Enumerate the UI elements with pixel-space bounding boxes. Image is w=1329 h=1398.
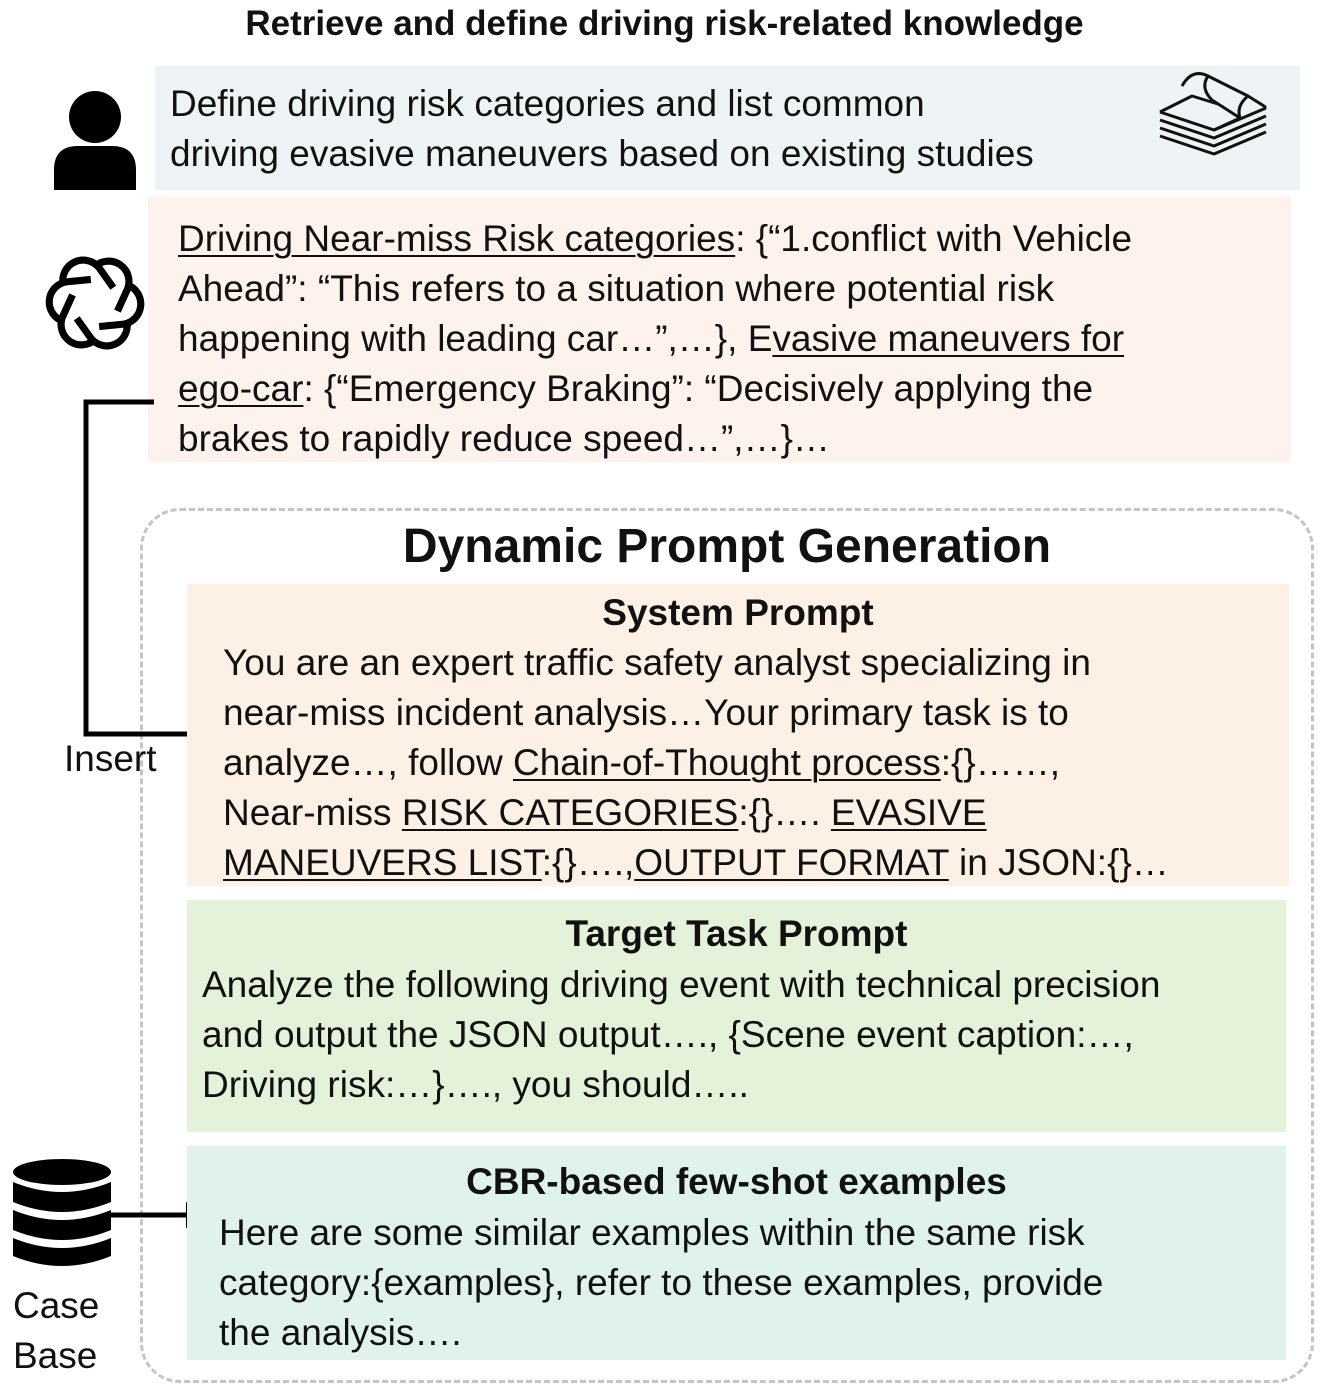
cbr-line-2: category:{examples}, refer to these examples, provide (219, 1262, 1104, 1303)
chain-of-thought-link: Chain-of-Thought process (512, 742, 941, 783)
system-line-4-mid: :{}…. (738, 792, 831, 833)
system-line-3-pre: analyze…, follow (223, 742, 513, 783)
cbr-line-1: Here are some similar examples within the same risk (219, 1212, 1085, 1253)
task-line-1: Analyze the following driving event with technical precision (202, 964, 1161, 1005)
gpt-line-5: brakes to rapidly reduce speed…”,…}… (178, 418, 830, 459)
risk-categories-placeholder: RISK CATEGORIES (401, 792, 739, 833)
system-prompt-body (223, 638, 1283, 888)
gpt-line-4-rest: : {“Emergency Braking”: “Decisively applying the (303, 368, 1094, 409)
system-prompt-box (187, 584, 1289, 886)
case-base-line-2: Base (13, 1335, 98, 1376)
case-base-line-1: Case (13, 1285, 100, 1326)
system-line-3-post: :{}……, (940, 742, 1061, 783)
gpt-line-3-pre: happening with leading car…”,…}, E (178, 318, 773, 359)
task-line-3: Driving risk:…}…., you should….. (202, 1064, 749, 1105)
output-format-placeholder: OUTPUT FORMAT (634, 842, 949, 883)
target-task-box (187, 900, 1286, 1132)
cbr-line-3: the analysis…. (219, 1312, 462, 1353)
user-prompt-line-1: Define driving risk categories and list common (170, 83, 925, 124)
risk-categories-link: Driving Near-miss Risk categories (178, 218, 736, 259)
dynamic-prompt-title: Dynamic Prompt Generation (402, 520, 1052, 573)
system-line-5-mid: :{}…., (541, 842, 635, 883)
system-line-1: You are an expert traffic safety analyst specializing in (223, 642, 1091, 683)
task-line-2: and output the JSON output…., {Scene event caption:…, (202, 1014, 1134, 1055)
system-line-3 (223, 738, 1283, 788)
system-line-4-pre: Near-miss (223, 792, 402, 833)
maneuvers-list-placeholder: MANEUVERS LIST (223, 842, 542, 883)
system-line-4 (223, 788, 1283, 838)
insert-connector (86, 402, 192, 734)
insert-label: Insert (64, 738, 157, 779)
case-base-label (13, 1281, 99, 1381)
evasive-maneuvers-link: vasive maneuvers for (772, 318, 1125, 359)
user-prompt-line-2: driving evasive maneuvers based on existing studies (170, 133, 1034, 174)
gpt-line-1-rest: : {“1.conflict with Vehicle (735, 218, 1133, 259)
system-line-5-post: in JSON:{}… (948, 842, 1169, 883)
system-line-2: near-miss incident analysis…Your primary task is to (223, 692, 1069, 733)
gpt-line-2: Ahead”: “This refers to a situation where potential risk (178, 268, 1055, 309)
cbr-examples-box (187, 1146, 1286, 1360)
evasive-placeholder: EVASIVE (830, 792, 987, 833)
page-title: Retrieve and define driving risk-related knowledge (245, 4, 1084, 43)
ego-car-link: ego-car (178, 368, 304, 409)
target-task-title: Target Task Prompt (565, 913, 908, 954)
cbr-title: CBR-based few-shot examples (466, 1161, 1007, 1202)
system-prompt-title: System Prompt (602, 592, 874, 633)
database-icon (10, 1158, 114, 1270)
system-line-5 (223, 838, 1283, 888)
target-task-body (202, 960, 1286, 1110)
cbr-body (219, 1208, 1279, 1358)
